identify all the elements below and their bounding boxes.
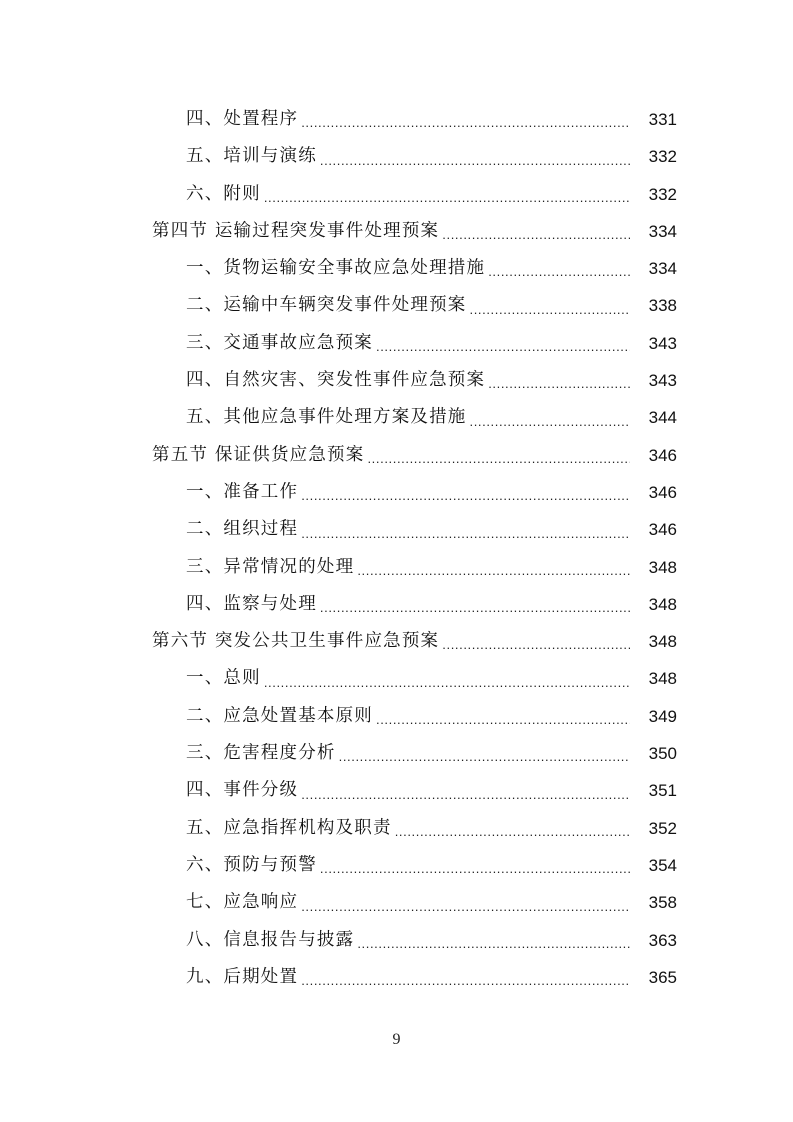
toc-entry[interactable] — [0, 772, 793, 809]
toc-leader-dots — [357, 922, 630, 959]
toc-leader-dots — [376, 698, 630, 735]
toc-section-entry[interactable] — [0, 213, 793, 250]
toc-leader-dots — [320, 586, 630, 623]
toc-entry-title: 一、准备工作 — [186, 481, 299, 502]
toc-entry-page: 332 — [648, 184, 677, 204]
toc-leader-dots — [301, 474, 630, 511]
toc-entry-title: 三、异常情况的处理 — [186, 556, 355, 577]
toc-leader-dots — [301, 772, 630, 809]
toc-entry-page: 348 — [648, 669, 677, 689]
toc-entry-title: 四、自然灾害、突发性事件应急预案 — [186, 370, 486, 391]
toc-entry[interactable] — [0, 922, 793, 959]
toc-entry-page: 346 — [648, 482, 677, 502]
toc-leader-dots — [442, 623, 630, 660]
toc-entry-title: 五、培训与演练 — [186, 146, 317, 167]
toc-entry-page: 350 — [648, 744, 677, 764]
toc-entry-title: 八、信息报告与披露 — [186, 929, 355, 950]
toc-entry-page: 332 — [648, 147, 677, 167]
table-of-contents — [0, 101, 793, 996]
toc-entry-page: 343 — [648, 371, 677, 391]
toc-leader-dots — [470, 287, 631, 324]
toc-leader-dots — [301, 959, 630, 996]
toc-entry[interactable] — [0, 138, 793, 175]
toc-entry[interactable] — [0, 101, 793, 138]
toc-entry-title: 一、货物运输安全事故应急处理措施 — [186, 258, 486, 279]
toc-entry[interactable] — [0, 176, 793, 213]
toc-entry[interactable] — [0, 698, 793, 735]
toc-entry-page: 344 — [648, 408, 677, 428]
toc-entry-title: 第五节 保证供货应急预案 — [152, 444, 365, 465]
toc-leader-dots — [395, 810, 630, 847]
toc-entry-page: 348 — [648, 632, 677, 652]
toc-entry-page: 334 — [648, 221, 677, 241]
toc-entry-page: 363 — [648, 930, 677, 950]
toc-entry[interactable] — [0, 250, 793, 287]
toc-leader-dots — [301, 101, 630, 138]
toc-entry-title: 三、危害程度分析 — [186, 743, 336, 764]
toc-leader-dots — [301, 511, 630, 548]
toc-entry[interactable] — [0, 959, 793, 996]
toc-entry-title: 二、应急处置基本原则 — [186, 705, 373, 726]
toc-entry-page: 354 — [648, 855, 677, 875]
toc-entry-page: 343 — [648, 333, 677, 353]
toc-entry-title: 二、运输中车辆突发事件处理预案 — [186, 295, 467, 316]
toc-entry[interactable] — [0, 399, 793, 436]
toc-entry-title: 五、应急指挥机构及职责 — [186, 817, 392, 838]
toc-entry-title: 五、其他应急事件处理方案及措施 — [186, 407, 467, 428]
toc-entry-page: 338 — [648, 296, 677, 316]
toc-leader-dots — [301, 884, 630, 921]
toc-leader-dots — [488, 250, 630, 287]
toc-entry[interactable] — [0, 287, 793, 324]
toc-entry-title: 七、应急响应 — [186, 892, 299, 913]
toc-entry-title: 九、后期处置 — [186, 966, 299, 987]
toc-entry[interactable] — [0, 474, 793, 511]
toc-entry-title: 一、总则 — [186, 668, 261, 689]
toc-leader-dots — [470, 399, 631, 436]
toc-entry-page: 348 — [648, 594, 677, 614]
toc-entry-page: 351 — [648, 781, 677, 801]
toc-entry[interactable] — [0, 735, 793, 772]
toc-entry-title: 第四节 运输过程突发事件处理预案 — [152, 220, 440, 241]
toc-entry-title: 四、监察与处理 — [186, 593, 317, 614]
toc-entry-page: 365 — [648, 967, 677, 987]
toc-entry[interactable] — [0, 362, 793, 399]
toc-section-entry[interactable] — [0, 623, 793, 660]
toc-entry[interactable] — [0, 660, 793, 697]
toc-entry[interactable] — [0, 549, 793, 586]
toc-entry-title: 第六节 突发公共卫生事件应急预案 — [152, 631, 440, 652]
toc-section-entry[interactable] — [0, 437, 793, 474]
toc-entry-page: 352 — [648, 818, 677, 838]
toc-entry-page: 346 — [648, 520, 677, 540]
toc-entry[interactable] — [0, 586, 793, 623]
toc-leader-dots — [339, 735, 630, 772]
toc-entry-page: 358 — [648, 893, 677, 913]
toc-entry-title: 六、预防与预警 — [186, 854, 317, 875]
toc-leader-dots — [376, 325, 630, 362]
toc-leader-dots — [264, 660, 630, 697]
toc-entry-page: 331 — [648, 110, 677, 129]
toc-entry[interactable] — [0, 810, 793, 847]
toc-entry-title: 六、附则 — [186, 183, 261, 204]
page-number: 9 — [392, 1031, 401, 1048]
toc-entry-page: 349 — [648, 706, 677, 726]
toc-leader-dots — [442, 213, 630, 250]
toc-leader-dots — [320, 138, 630, 175]
toc-entry-title: 三、交通事故应急预案 — [186, 332, 373, 353]
toc-entry-page: 346 — [648, 445, 677, 465]
toc-leader-dots — [367, 437, 630, 474]
toc-entry[interactable] — [0, 325, 793, 362]
toc-entry-title: 四、事件分级 — [186, 780, 299, 801]
toc-leader-dots — [320, 847, 630, 884]
toc-entry[interactable] — [0, 847, 793, 884]
toc-entry-page: 348 — [648, 557, 677, 577]
toc-leader-dots — [357, 549, 630, 586]
toc-leader-dots — [264, 176, 630, 213]
toc-entry-title: 二、组织过程 — [186, 519, 299, 540]
toc-entry[interactable] — [0, 884, 793, 921]
toc-leader-dots — [488, 362, 630, 399]
toc-entry[interactable] — [0, 511, 793, 548]
toc-entry-page: 334 — [648, 259, 677, 279]
toc-entry-title: 四、处置程序 — [186, 109, 299, 129]
